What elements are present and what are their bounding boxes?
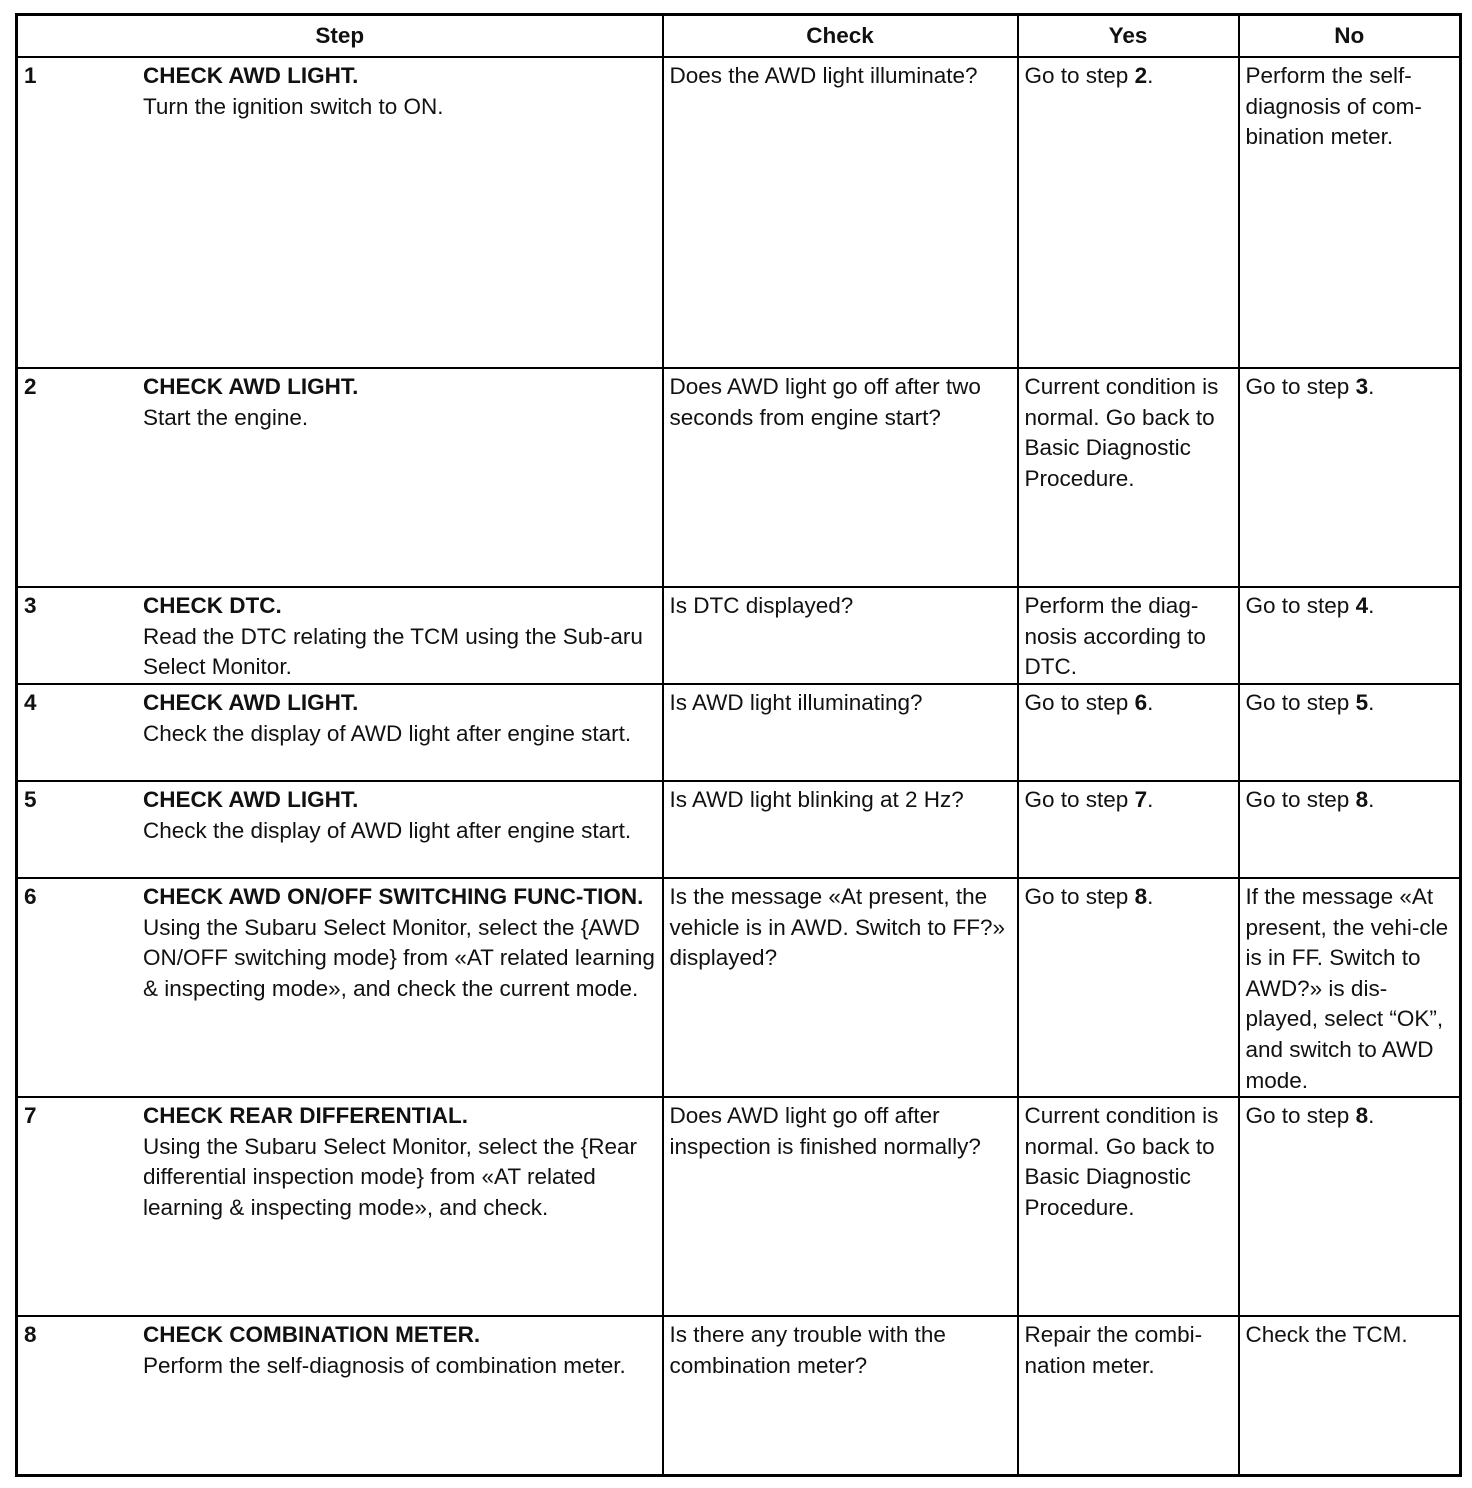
no-text: If the message «At present, the vehi-cle is in FF. Switch to AWD?» is dis-played, select “OK”, and switch to AWD mode.	[1245, 884, 1449, 1093]
no-text: Check the TCM.	[1245, 1322, 1408, 1348]
no-cell	[1239, 878, 1461, 1097]
header-step: Step	[17, 15, 663, 58]
table-row	[17, 57, 1461, 368]
step-description: Perform the self-diagnosis of combination meter.	[143, 1352, 626, 1378]
yes-end: .	[1147, 690, 1154, 715]
yes-cell	[1018, 368, 1239, 587]
header-check: Check	[663, 15, 1018, 58]
check-cell	[663, 781, 1018, 878]
no-cell	[1239, 57, 1461, 368]
step-cell	[17, 587, 663, 684]
step-description: Using the Subaru Select Monitor, select the {Rear differential inspection mode} from «AT related learning & inspecting mode», and check.	[143, 1133, 638, 1220]
step-number: 2	[24, 374, 37, 399]
step-title: CHECK AWD LIGHT.	[143, 63, 359, 88]
yes-end: .	[1147, 787, 1154, 812]
yes-text: Go to step	[1024, 884, 1135, 909]
no-text: Go to step	[1245, 787, 1356, 812]
no-end: .	[1368, 690, 1375, 715]
no-text: Go to step	[1245, 690, 1356, 715]
check-cell	[663, 1097, 1018, 1316]
yes-cell	[1018, 878, 1239, 1097]
yes-text: Perform the diag-nosis according to DTC.	[1024, 593, 1206, 680]
table-row	[17, 587, 1461, 684]
yes-step-ref: 6	[1134, 690, 1148, 715]
yes-end: .	[1147, 63, 1154, 88]
no-text: Go to step	[1245, 593, 1356, 618]
yes-cell	[1018, 684, 1239, 781]
step-cell	[17, 1316, 663, 1475]
no-step-ref: 8	[1355, 787, 1369, 812]
no-text: Go to step	[1245, 374, 1356, 399]
no-end: .	[1368, 1103, 1375, 1129]
step-number: 7	[24, 1103, 37, 1129]
no-step-ref: 8	[1355, 1103, 1369, 1129]
step-description: Using the Subaru Select Monitor, select the {AWD ON/OFF switching mode} from «AT related learning & inspecting mode», and check the current mode.	[143, 914, 655, 1001]
step-number: 4	[24, 690, 37, 715]
step-description: Check the display of AWD light after engine start.	[143, 817, 632, 843]
yes-cell	[1018, 587, 1239, 684]
yes-step-ref: 2	[1134, 63, 1148, 88]
no-step-ref: 3	[1355, 374, 1369, 399]
step-cell	[17, 878, 663, 1097]
yes-step-ref: 8	[1134, 884, 1148, 909]
check-text: Does AWD light go off after inspection is finished normally?	[669, 1103, 981, 1159]
no-cell	[1239, 587, 1461, 684]
yes-text: Repair the combi-nation meter.	[1024, 1322, 1203, 1378]
step-description: Check the display of AWD light after engine start.	[143, 720, 632, 746]
yes-text: Current condition is normal. Go back to Basic Diagnostic Procedure.	[1024, 1103, 1219, 1220]
step-title: CHECK AWD ON/OFF SWITCHING FUNC-TION.	[143, 884, 644, 909]
step-title: CHECK AWD LIGHT.	[143, 690, 359, 715]
table-row	[17, 1097, 1461, 1316]
yes-cell	[1018, 1316, 1239, 1475]
diagnostic-table	[15, 13, 1462, 1477]
yes-cell	[1018, 57, 1239, 368]
step-description: Read the DTC relating the TCM using the Sub-aru Select Monitor.	[143, 623, 643, 680]
step-number: 3	[24, 593, 37, 618]
no-cell	[1239, 368, 1461, 587]
step-cell	[17, 684, 663, 781]
no-cell	[1239, 684, 1461, 781]
step-cell	[17, 368, 663, 587]
no-end: .	[1368, 787, 1375, 812]
table-row	[17, 1316, 1461, 1475]
check-cell	[663, 57, 1018, 368]
no-step-ref: 4	[1355, 593, 1369, 618]
check-text: Is AWD light illuminating?	[669, 690, 923, 715]
no-cell	[1239, 1316, 1461, 1475]
check-text: Does the AWD light illuminate?	[669, 63, 978, 88]
yes-text: Current condition is normal. Go back to Basic Diagnostic Procedure.	[1024, 374, 1219, 491]
yes-cell	[1018, 781, 1239, 878]
yes-text: Go to step	[1024, 690, 1135, 715]
check-cell	[663, 878, 1018, 1097]
step-cell	[17, 781, 663, 878]
table-row	[17, 368, 1461, 587]
check-cell	[663, 684, 1018, 781]
step-title: CHECK AWD LIGHT.	[143, 787, 359, 812]
check-cell	[663, 587, 1018, 684]
step-number: 8	[24, 1322, 37, 1348]
table-row	[17, 684, 1461, 781]
step-description: Turn the ignition switch to ON.	[143, 93, 444, 119]
step-title: CHECK AWD LIGHT.	[143, 374, 359, 399]
header-yes: Yes	[1018, 15, 1239, 58]
no-cell	[1239, 781, 1461, 878]
no-text: Perform the self-diagnosis of com-bination meter.	[1245, 63, 1422, 150]
step-number: 5	[24, 787, 37, 812]
no-end: .	[1368, 593, 1375, 618]
header-row	[17, 15, 1461, 58]
check-cell	[663, 368, 1018, 587]
step-cell	[17, 57, 663, 368]
step-title: CHECK COMBINATION METER.	[143, 1322, 481, 1348]
no-cell	[1239, 1097, 1461, 1316]
check-text: Is AWD light blinking at 2 Hz?	[669, 787, 964, 812]
table-row	[17, 878, 1461, 1097]
yes-text: Go to step	[1024, 63, 1135, 88]
step-number: 1	[24, 63, 37, 88]
yes-step-ref: 7	[1134, 787, 1148, 812]
header-no: No	[1239, 15, 1461, 58]
step-title: CHECK REAR DIFFERENTIAL.	[143, 1103, 468, 1129]
yes-cell	[1018, 1097, 1239, 1316]
step-cell	[17, 1097, 663, 1316]
yes-text: Go to step	[1024, 787, 1135, 812]
check-text: Is DTC displayed?	[669, 593, 854, 618]
check-text: Does AWD light go off after two seconds from engine start?	[669, 374, 981, 430]
table-row	[17, 781, 1461, 878]
check-text: Is there any trouble with the combination meter?	[669, 1322, 946, 1378]
no-text: Go to step	[1245, 1103, 1356, 1129]
step-title: CHECK DTC.	[143, 593, 282, 618]
yes-end: .	[1147, 884, 1154, 909]
no-step-ref: 5	[1355, 690, 1369, 715]
step-description: Start the engine.	[143, 404, 309, 430]
check-text: Is the message «At present, the vehicle is in AWD. Switch to FF?» displayed?	[669, 884, 1006, 971]
check-cell	[663, 1316, 1018, 1475]
step-number: 6	[24, 884, 37, 909]
no-end: .	[1368, 374, 1375, 399]
